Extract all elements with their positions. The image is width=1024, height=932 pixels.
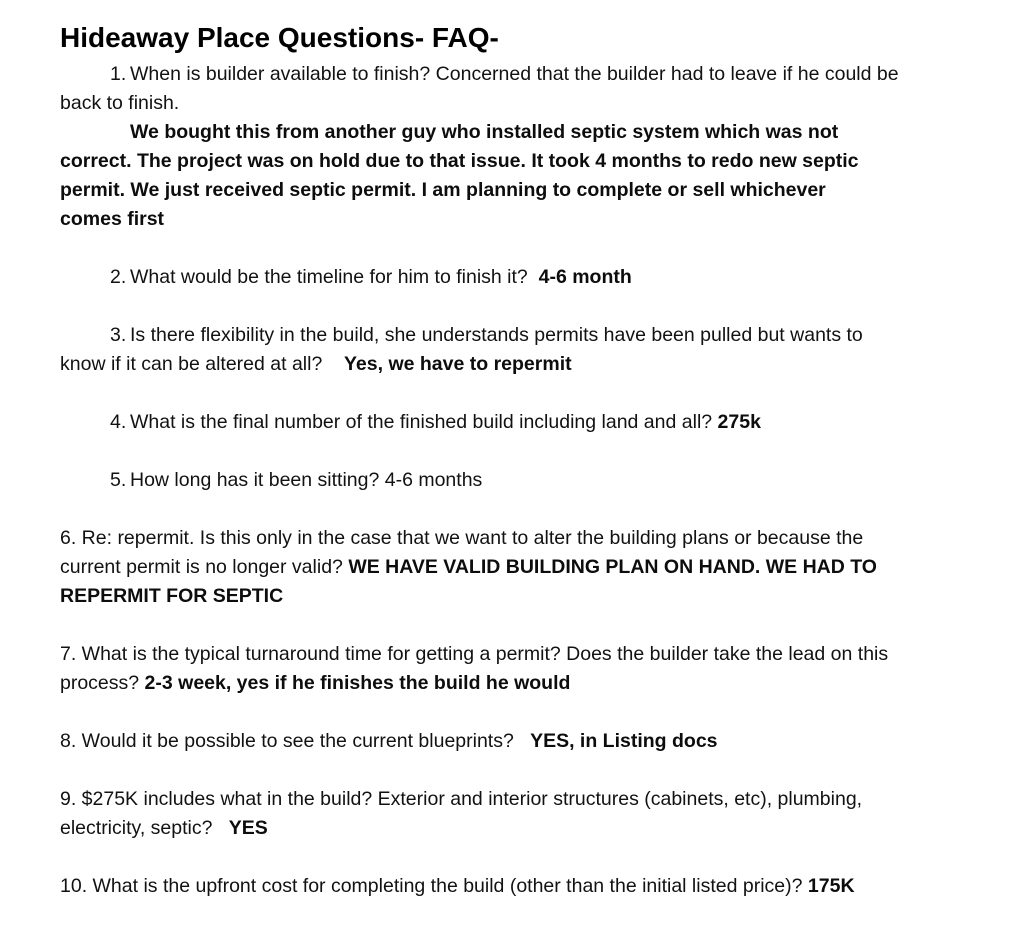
- question-5: [60, 466, 1014, 495]
- question-text: What would be the timeline for him to finish it?: [130, 266, 539, 288]
- question-text: Is there flexibility in the build, she understands permits have been pulled but wants to: [130, 324, 863, 346]
- list-number: 2.: [110, 266, 127, 288]
- question-text: 10. What is the upfront cost for completing the build (other than the initial listed price)?: [60, 875, 808, 897]
- answer-text: 2-3 week, yes if he finishes the build he would: [144, 672, 571, 694]
- document-body: [60, 60, 1014, 901]
- question-text: 9. $275K includes what in the build? Exterior and interior structures (cabinets, etc), plumbing,: [60, 788, 863, 810]
- answer-text: YES, in Listing docs: [530, 730, 718, 752]
- question-4: [60, 408, 1014, 437]
- question-text: 8. Would it be possible to see the current blueprints?: [60, 730, 531, 752]
- question-8: [60, 727, 1014, 756]
- list-number: 4.: [110, 411, 127, 433]
- question-9: [60, 785, 1014, 843]
- answer-text: YES: [228, 817, 268, 839]
- question-10: [60, 872, 1014, 901]
- question-1: [60, 60, 1014, 118]
- question-6: [60, 524, 1014, 611]
- question-text: 6. Re: repermit. Is this only in the case that we want to alter the building plans or because the: [60, 527, 864, 549]
- answer-text: 275k: [717, 411, 761, 433]
- question-text: know if it can be altered at all?: [60, 353, 344, 375]
- list-number: 3.: [110, 324, 127, 346]
- question-text: process?: [60, 672, 145, 694]
- question-2: [60, 263, 1014, 292]
- answer-text: correct. The project was on hold due to that issue. It took 4 months to redo new septic: [60, 150, 859, 172]
- answer-text: We bought this from another guy who installed septic system which was not: [130, 121, 839, 143]
- question-text: electricity, septic?: [60, 817, 229, 839]
- answer-text: REPERMIT FOR SEPTIC: [60, 585, 284, 607]
- question-text: How long has it been sitting? 4-6 months: [130, 469, 483, 491]
- answer-text: WE HAVE VALID BUILDING PLAN ON HAND. WE HAD TO: [348, 556, 877, 578]
- question-text: back to finish.: [60, 92, 180, 114]
- list-number: 5.: [110, 469, 127, 491]
- question-7: [60, 640, 1014, 698]
- question-text: current permit is no longer valid?: [60, 556, 349, 578]
- question-text: When is builder available to finish? Concerned that the builder had to leave if he could be: [130, 63, 899, 85]
- answer-text: comes first: [60, 208, 165, 230]
- list-number: 1.: [110, 63, 127, 85]
- answer-text: permit. We just received septic permit. I am planning to complete or sell whichever: [60, 179, 826, 201]
- question-text: What is the final number of the finished build including land and all?: [130, 411, 718, 433]
- answer-text: 175K: [807, 875, 855, 897]
- page-title: Hideaway Place Questions- FAQ-: [60, 22, 499, 53]
- question-text: 7. What is the typical turnaround time for getting a permit? Does the builder take the lead on this: [60, 643, 889, 665]
- answer-text: 4-6 month: [538, 266, 632, 288]
- answer-1: [60, 118, 1014, 234]
- answer-text: Yes, we have to repermit: [344, 353, 572, 375]
- question-3: [60, 321, 1014, 379]
